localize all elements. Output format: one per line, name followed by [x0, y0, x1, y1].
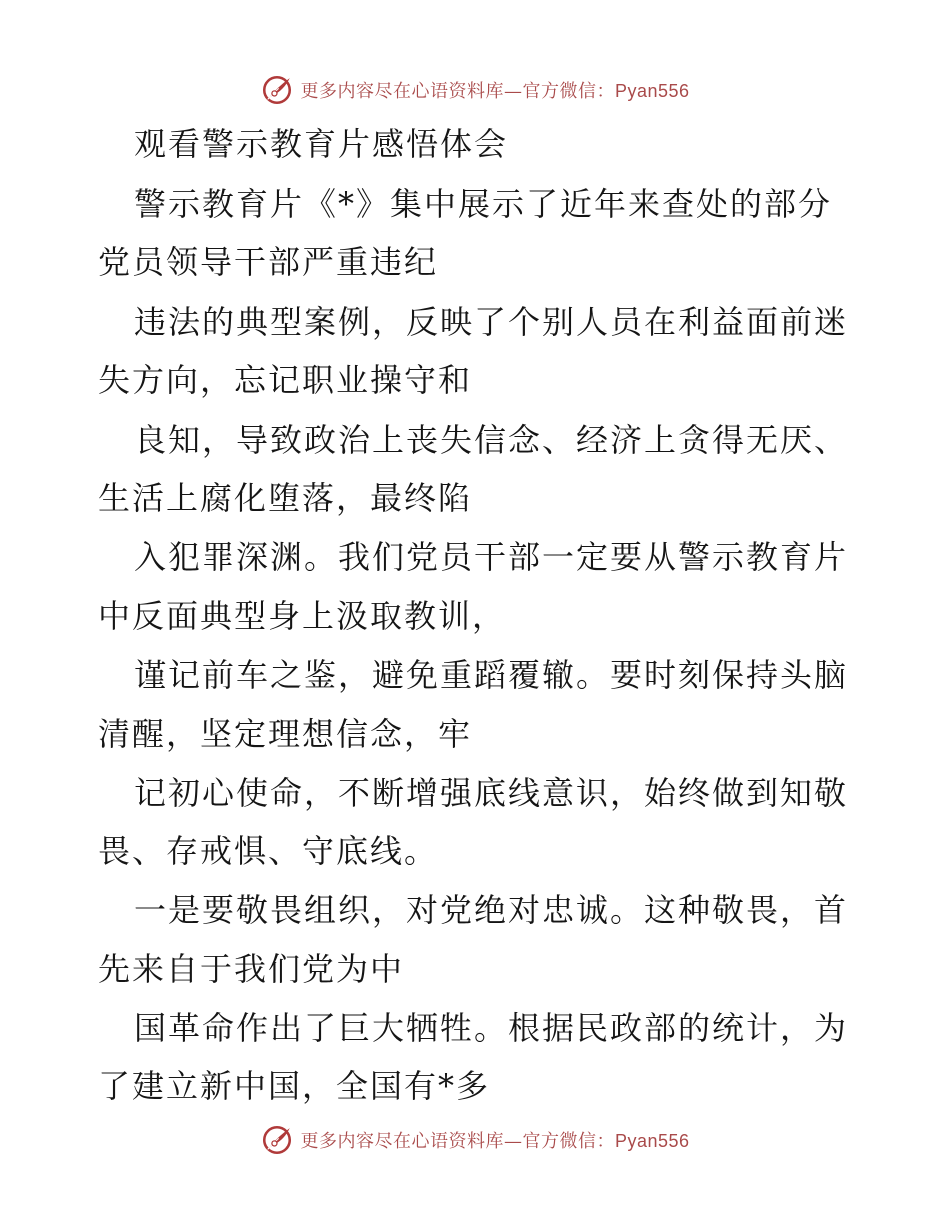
paragraph-line: 一是要敬畏组织，对党绝对忠诚。这种敬畏，首 [134, 891, 849, 929]
watermark-label: 更多内容尽在心语资料库—官方微信： [300, 1131, 615, 1152]
paragraph-line: 谨记前车之鉴，避免重蹈覆辙。要时刻保持头脑 [134, 656, 849, 694]
feather-quill-icon [260, 1123, 294, 1157]
paragraph-line: 畏、存戒惧、守底线。 [98, 832, 439, 870]
paragraph-line: 良知，导致政治上丧失信念、经济上贪得无厌、 [134, 421, 849, 459]
paragraph-line: 国革命作出了巨大牺牲。根据民政部的统计，为 [134, 1009, 849, 1047]
paragraph-line: 先来自于我们党为中 [98, 950, 405, 988]
paragraph-line: 中反面典型身上汲取教训， [98, 597, 507, 635]
paragraph-line: 违法的典型案例，反映了个别人员在利益面前迷 [134, 303, 849, 341]
paragraph-line: 警示教育片《*》集中展示了近年来查处的部分 [134, 185, 833, 223]
document-title: 观看警示教育片感悟体会 [134, 125, 509, 163]
footer-watermark [0, 1120, 950, 1160]
paragraph-line: 记初心使命，不断增强底线意识，始终做到知敬 [134, 774, 849, 812]
paragraph-line: 生活上腐化堕落，最终陷 [98, 479, 473, 517]
watermark-handle: Pyan556 [614, 81, 690, 101]
paragraph-line: 党员领导干部严重违纪 [98, 243, 439, 281]
paragraph-line: 失方向，忘记职业操守和 [98, 361, 473, 399]
paragraph-line: 了建立新中国，全国有*多 [98, 1067, 491, 1105]
watermark-label: 更多内容尽在心语资料库—官方微信： [300, 81, 615, 102]
paragraph-line: 清醒，坚定理想信念，牢 [98, 715, 473, 753]
paragraph-line: 入犯罪深渊。我们党员干部一定要从警示教育片 [134, 538, 849, 576]
watermark-handle: Pyan556 [614, 1131, 690, 1151]
watermark-text [300, 1127, 689, 1153]
